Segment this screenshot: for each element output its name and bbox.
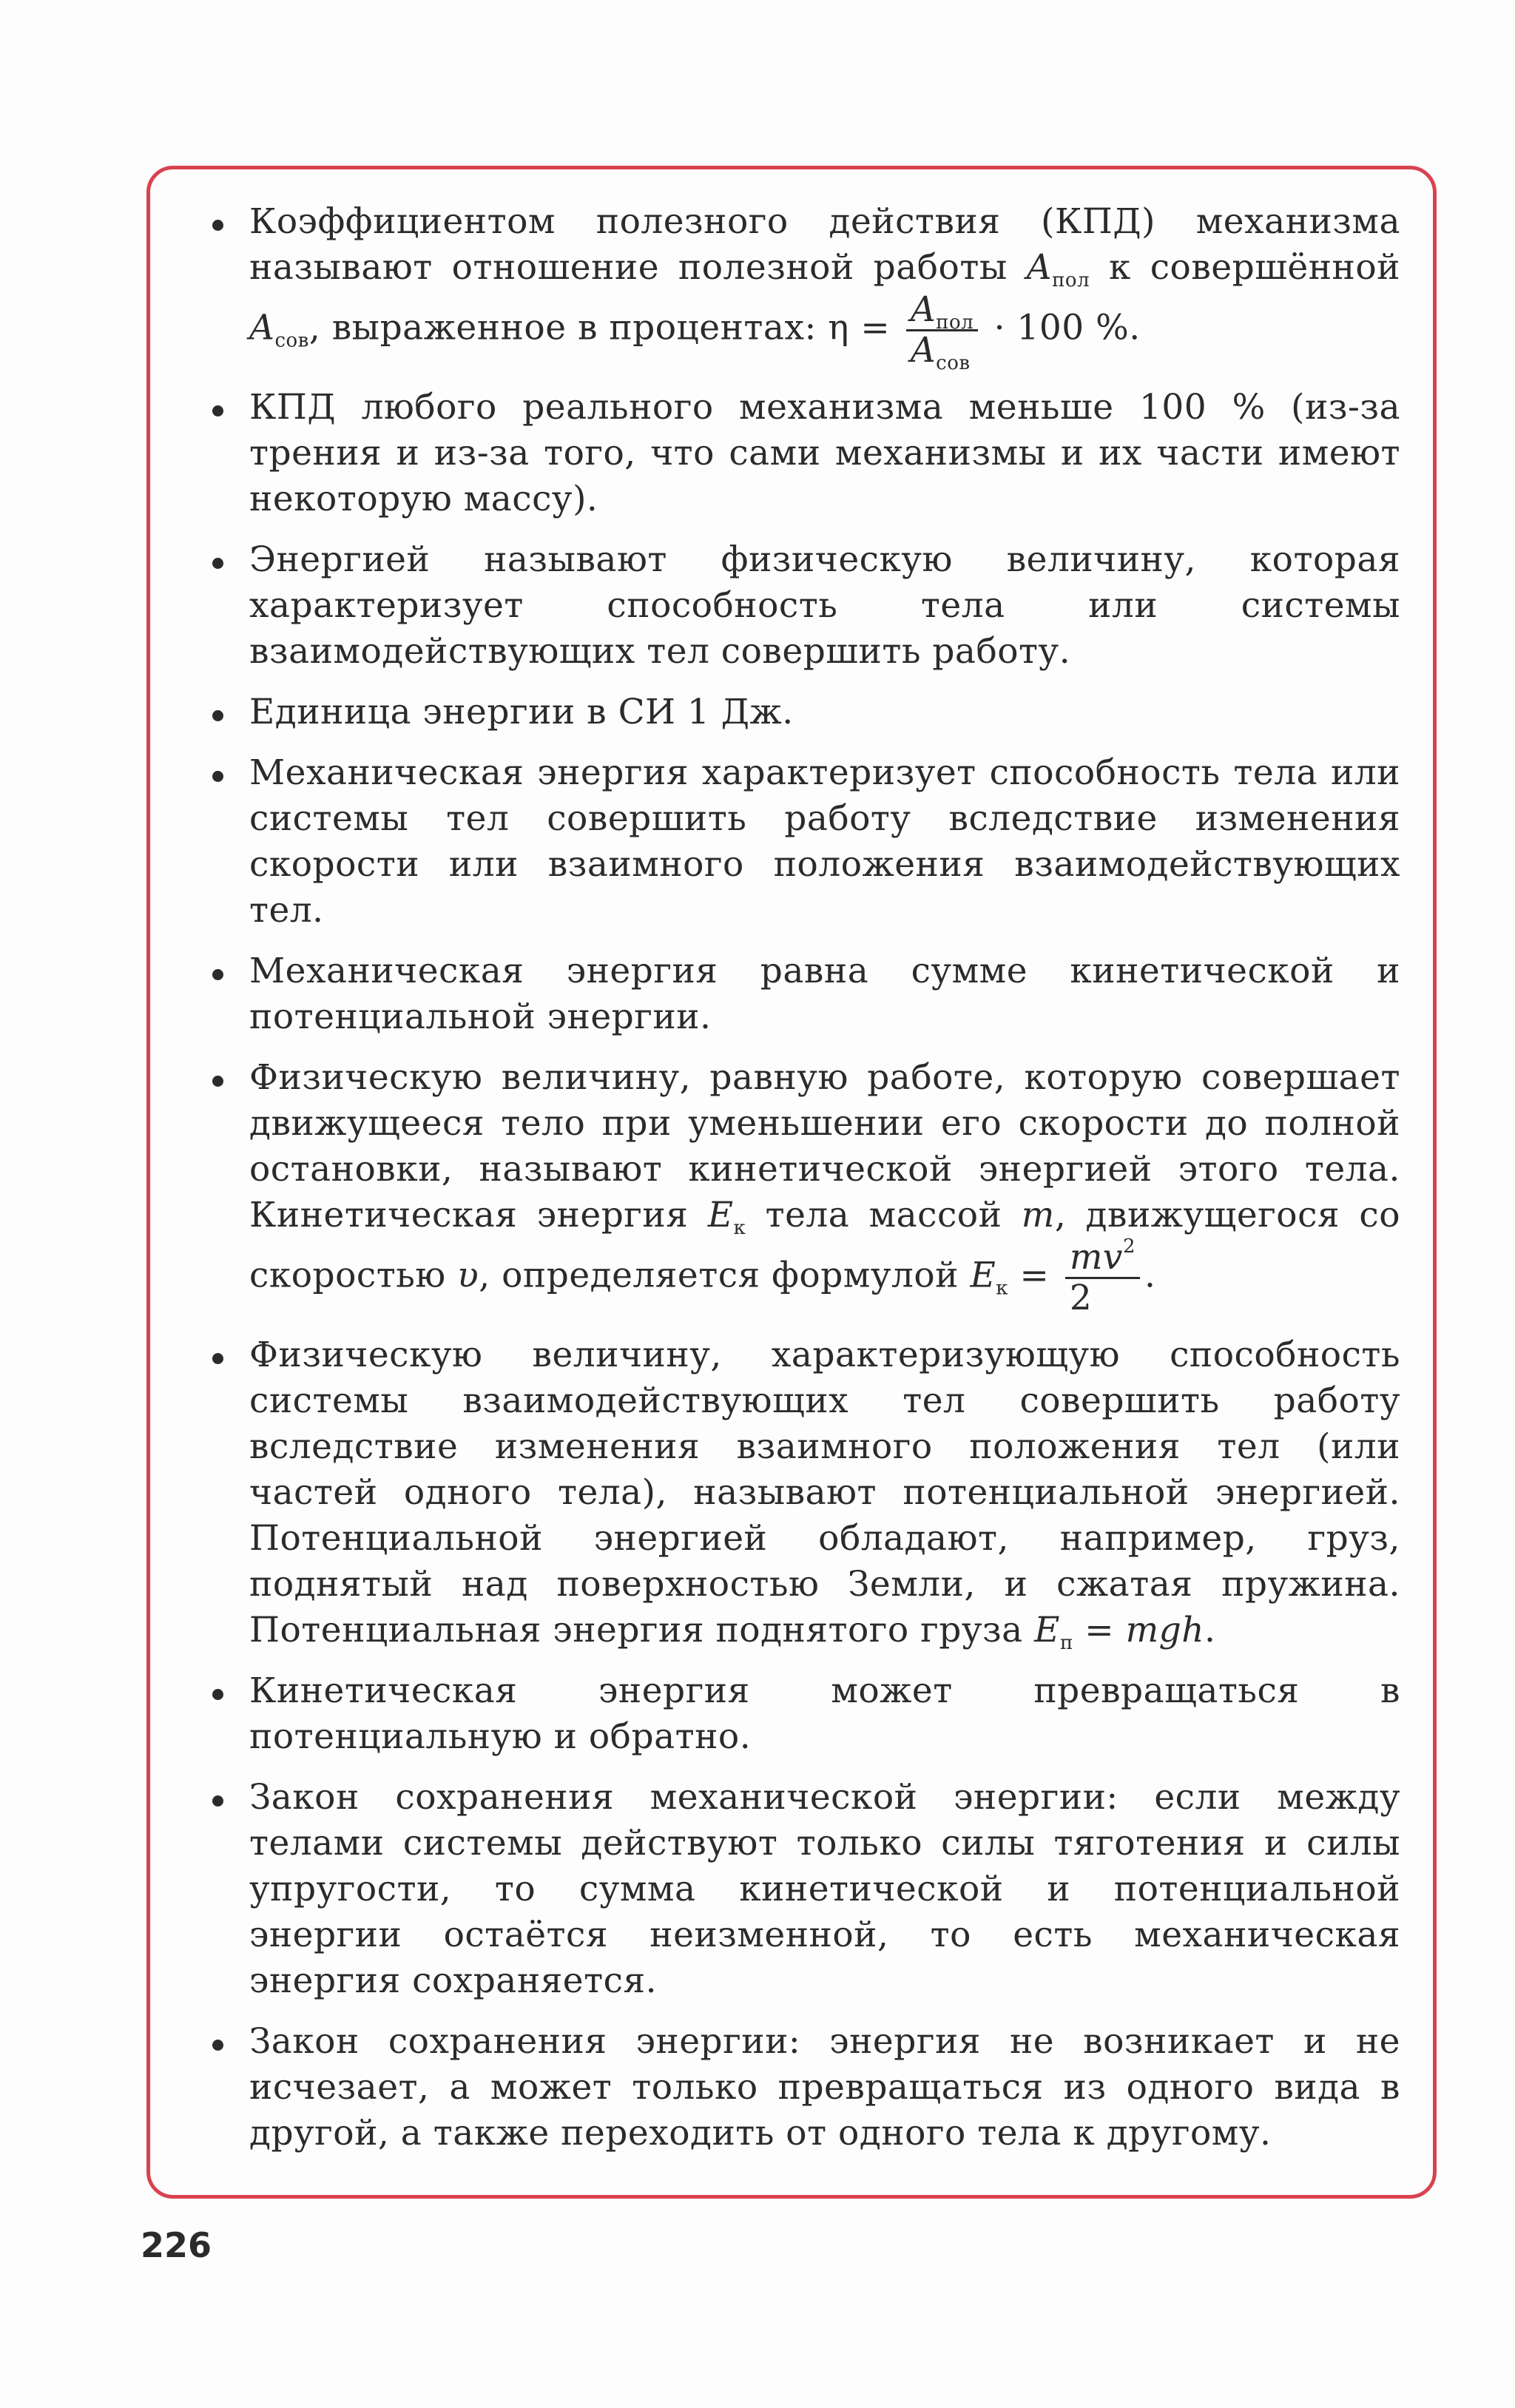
efficiency-fraction <box>906 289 978 374</box>
fraction-numerator: $mv^2$ <box>1065 1238 1140 1279</box>
mass-symbol: m <box>1021 1195 1055 1235</box>
conversion-text: Кинетическая энергия может превращаться в потенциальную и обратно. <box>249 1670 1400 1757</box>
list-item-energy-conservation <box>183 2019 1400 2156</box>
subscript-sov: сов <box>274 329 309 352</box>
potential-formula: = mgh <box>1084 1610 1204 1650</box>
bullet-icon <box>212 969 223 980</box>
kinetic-period: . <box>1144 1255 1156 1296</box>
subscript-k: к <box>996 1277 1009 1300</box>
subscript-k: к <box>733 1217 746 1239</box>
bullet-icon <box>212 1795 223 1807</box>
bullet-icon <box>212 2040 223 2051</box>
energy-symbol: E <box>707 1195 734 1235</box>
efficiency-text-4: выраженное в процентах: <box>331 307 817 348</box>
mechanical-conservation-text: Закон сохранения механической энергии: если между телами системы действуют только силы тяготения и силы упругости, то сумма кинетической и потенциальной энергии остаётся неизменной, то есть механическая энергия сохраняется. <box>249 1777 1400 2001</box>
potential-text-1: Физическую величину, характеризующую способность системы взаимодействующих тел совершить работу вследствие изменения взаимного положения тел (или частей одного тела), называют потенциальной энергией. Потенциальной энергией обладают, например, груз, поднятый над поверхностью Земли, и сжатая пружина. Потенциальная энергия поднятого груза <box>249 1335 1400 1650</box>
summary-frame <box>146 166 1437 2199</box>
velocity-symbol: υ <box>457 1255 479 1296</box>
energy-unit-text: Единица энергии в СИ 1 Дж. <box>249 692 794 732</box>
list-item-conversion <box>183 1668 1400 1760</box>
energy-definition-text: Энергией называют физическую величину, которая характеризует способность тела или системы взаимодействующих тел совершить работу. <box>249 539 1400 672</box>
fraction-denominator: 2 <box>1069 1278 1093 1318</box>
efficiency-text-2: к совершённой <box>1108 247 1400 288</box>
bullet-icon <box>212 405 223 416</box>
list-item-efficiency <box>183 199 1400 374</box>
page-number: 226 <box>141 2225 212 2265</box>
work-symbol: A <box>249 307 275 348</box>
list-item-mechanical-sum <box>183 948 1400 1040</box>
bullet-icon <box>212 771 223 782</box>
eta-symbol: η = <box>828 307 891 348</box>
bullet-icon <box>212 1353 223 1364</box>
kinetic-text-4: , определяется формулой <box>479 1255 959 1296</box>
kinetic-text-1: Физическую величину, равную работе, которую совершает движущееся тело при уменьшении его скорости до полной остановки, называют кинетической энергией этого тела. Кинетическая энергия <box>249 1057 1400 1235</box>
bullet-icon <box>212 710 223 721</box>
list-item-mechanical-energy <box>183 750 1400 934</box>
subscript-p: п <box>1059 1632 1073 1654</box>
potential-period: . <box>1204 1610 1216 1650</box>
fraction-denominator: $A_{сов}$ <box>910 330 971 374</box>
fraction-numerator: $A_{пол}$ <box>906 291 978 331</box>
times-100-percent: · 100 %. <box>993 307 1141 348</box>
efficiency-text-1: Коэффициентом полезного действия (КПД) механизма называют отношение полезной работы <box>249 201 1400 288</box>
work-symbol: A <box>1026 247 1053 288</box>
list-item-energy-definition <box>183 537 1400 675</box>
list-item-mechanical-conservation <box>183 1775 1400 2004</box>
kinetic-text-2: тела массой <box>765 1195 1002 1235</box>
list-item-kpd-limit <box>183 385 1400 522</box>
subscript-pol: пол <box>1052 269 1090 291</box>
bullet-icon <box>212 1076 223 1087</box>
energy-symbol: E <box>1034 1610 1060 1650</box>
list-item-potential-energy <box>183 1332 1400 1653</box>
energy-conservation-text: Закон сохранения энергии: энергия не возникает и не исчезает, а может только превращаться из одного вида в другой, а также переходить от одного тела к другому. <box>249 2021 1400 2154</box>
list-item-kinetic-energy <box>183 1055 1400 1318</box>
mechanical-energy-text: Механическая энергия характеризует способность тела или системы тел совершить работу вследствие изменения скорости или взаимного положения взаимодействующих тел. <box>249 752 1400 931</box>
bullet-icon <box>212 1689 223 1700</box>
kinetic-text-3: , движущегося со скоростью <box>249 1195 1400 1296</box>
bullet-icon <box>212 558 223 569</box>
mechanical-sum-text: Механическая энергия равна сумме кинетической и потенциальной энергии. <box>249 951 1400 1037</box>
equals-sign: = <box>1019 1255 1050 1296</box>
efficiency-comma: , <box>308 307 321 348</box>
list-item-energy-unit <box>183 689 1400 735</box>
bullet-icon <box>212 220 223 231</box>
kpd-limit-text: КПД любого реального механизма меньше 100 % (из-за трения и из-за того, что сами механизмы и их части имеют некоторую массу). <box>249 387 1400 519</box>
kinetic-fraction <box>1065 1235 1140 1318</box>
energy-symbol: E <box>970 1255 996 1296</box>
